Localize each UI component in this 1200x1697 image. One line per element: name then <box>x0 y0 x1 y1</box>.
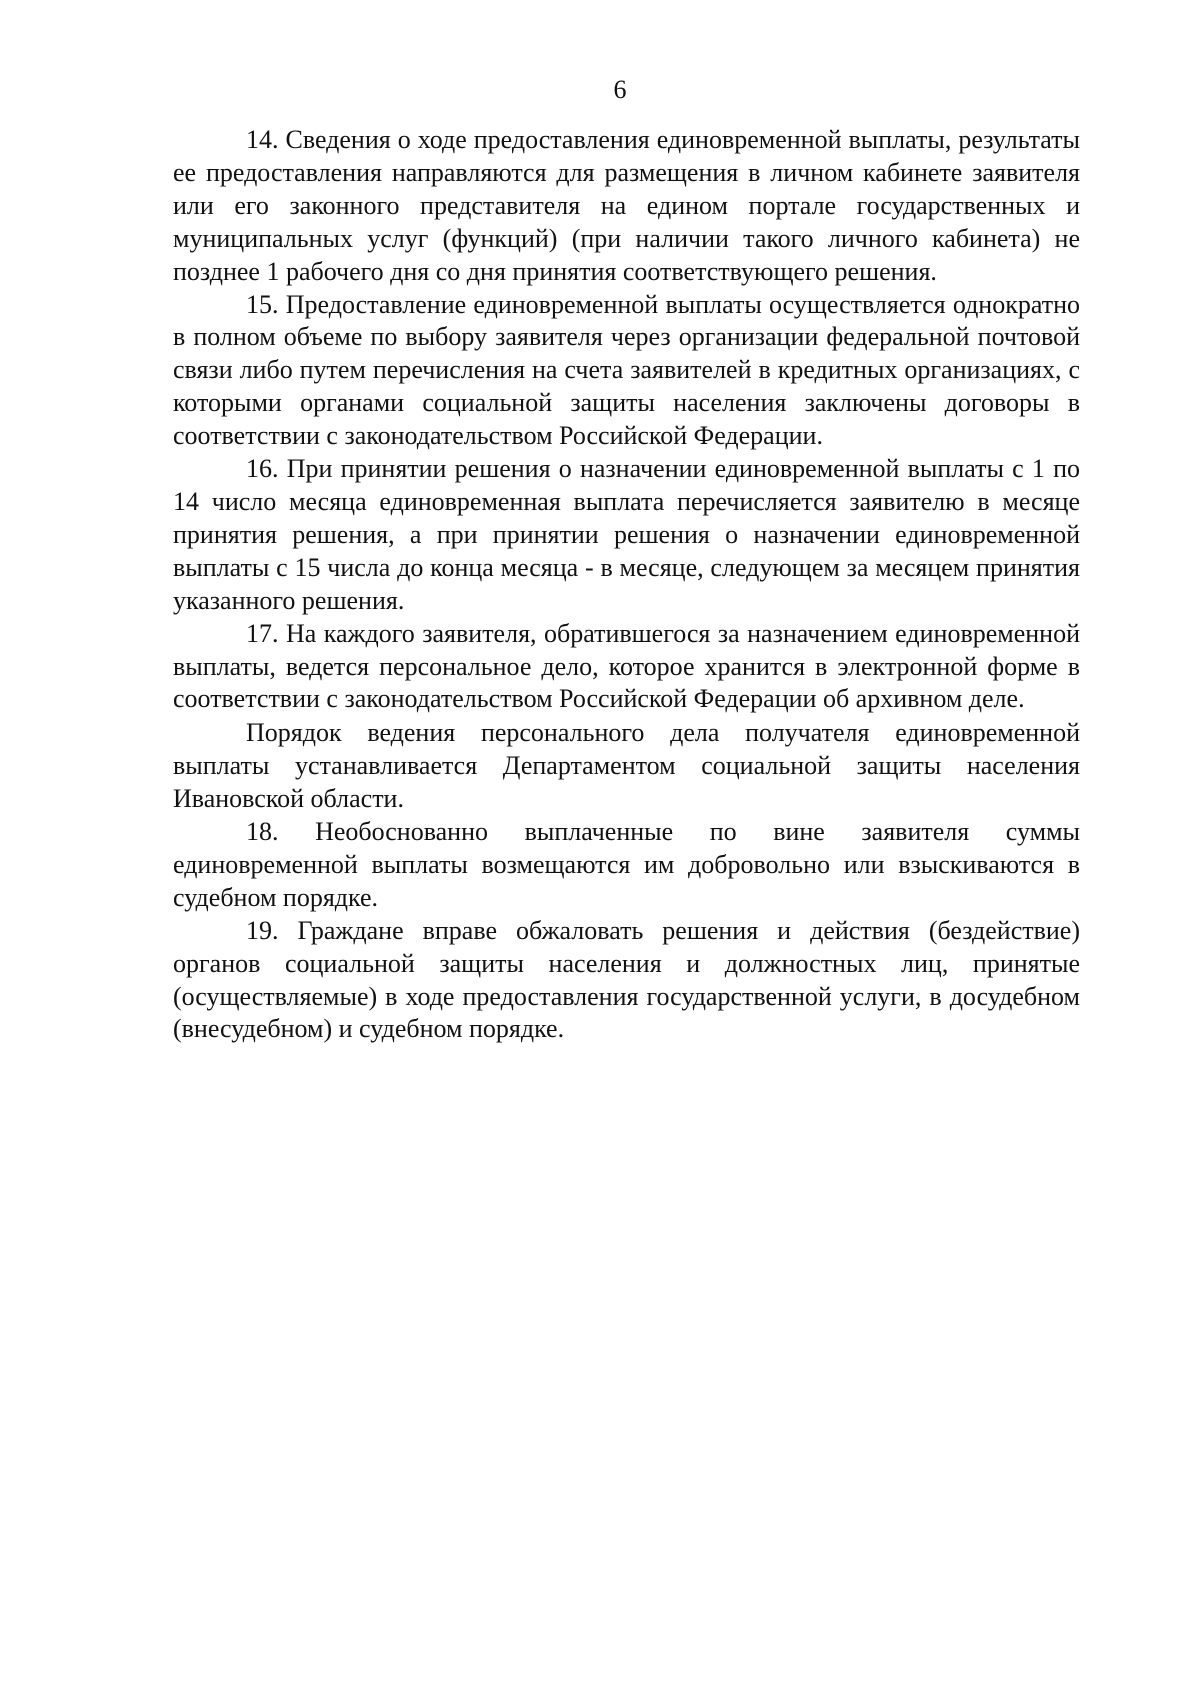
document-body <box>173 124 1080 1046</box>
paragraph-18: 18. Необоснованно выплаченные по вине заявителя суммы единовременной выплаты возмещаются им добровольно или взыскиваются в судебном порядке. <box>173 817 1080 912</box>
paragraph-17-procedure: Порядок ведения персонального дела получателя единовременной выплаты устанавливается Департаментом социальной защиты населения Ивановской области. <box>173 718 1080 814</box>
paragraph-19: 19. Граждане вправе обжаловать решения и действия (бездействие) органов социальной защиты населения и должностных лиц, принятые (осуществляемые) в ходе предоставления государственной услуги, в досудебном (внесудебном) и судебном порядке. <box>173 915 1080 1044</box>
page-number: 6 <box>613 75 627 104</box>
paragraph-16: 16. При принятии решения о назначении единовременной выплаты с 1 по 14 число месяца единовременная выплата перечисляется заявителю в месяце принятия решения, а при принятии решения о назначении единовременной выплаты с 15 числа до конца месяца - в месяце, следующем за месяцем принятия указанного решения. <box>173 454 1080 615</box>
paragraph-14: 14. Сведения о ходе предоставления единовременной выплаты, результаты ее предоставления направляются для размещения в личном кабинете заявителя или его законного представителя на едином портале государственных и муниципальных услуг (функций) (при наличии такого личного кабинета) не позднее 1 рабочего дня со дня принятия соответствующего решения. <box>173 125 1080 286</box>
paragraph-15: 15. Предоставление единовременной выплаты осуществляется однократно в полном объеме по выбору заявителя через организации федеральной почтовой связи либо путем перечисления на счета заявителей в кредитных организациях, с которыми органами социальной защиты населения заключены договоры в соответствии с законодательством Российской Федерации. <box>173 289 1080 451</box>
paragraph-17: 17. На каждого заявителя, обратившегося за назначением единовременной выплаты, ведется персональное дело, которое хранится в электронной форме в соответствии с законодательством Российской Федерации об архивном деле. <box>173 618 1080 714</box>
